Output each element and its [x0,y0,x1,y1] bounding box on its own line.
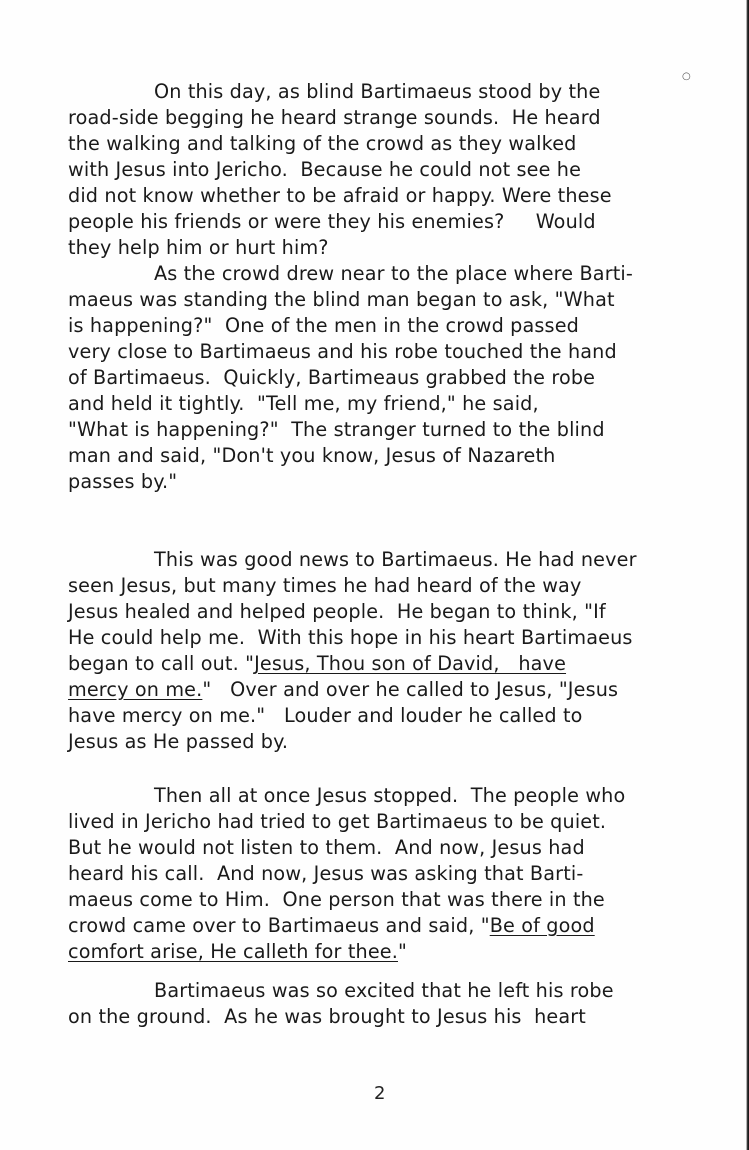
text-line: This was good news to Bartimaeus. He had never [154,548,637,571]
text-segment: " Over and over he called to Jesus, "Jesus [202,678,619,701]
text-line: But he would not listen to them. And now, Jesus had [68,836,585,859]
text-line: On this day, as blind Bartimaeus stood by the [154,80,601,103]
text-line: is happening?" One of the men in the crowd passed [68,314,579,337]
text-line: As the crowd drew near to the place where Barti- [154,262,633,285]
text-line [68,651,708,677]
text-line: on the ground. As he was brought to Jesus his heart [68,1005,586,1028]
text-line: did not know whether to be afraid or happy. Were these [68,184,612,207]
text-line [68,913,708,939]
text-line: heard his call. And now, Jesus was asking that Barti- [68,862,584,885]
text-line: Jesus healed and helped people. He began to think, "If [68,600,606,623]
text-line: Jesus as He passed by. [68,730,289,753]
text-line [68,939,708,965]
corner-mark: ○ [682,71,691,82]
text-line: of Bartimaeus. Quickly, Bartimeaus grabbed the robe [68,366,596,389]
paragraph-5 [68,978,708,1030]
underlined-quote: Be of good [489,914,595,937]
text-line: lived in Jericho had tried to get Bartimaeus to be quiet. [68,810,607,833]
text-line: maeus was standing the blind man began to ask, "What [68,288,615,311]
page-number: 2 [374,1083,386,1104]
text-line: "What is happening?" The stranger turned to the blind [68,418,605,441]
text-line: passes by." [68,470,178,493]
underlined-quote: comfort arise, He calleth for thee. [68,940,398,963]
text-line: with Jesus into Jericho. Because he could not see he [68,158,582,181]
text-line: Bartimaeus was so excited that he left his robe [154,979,614,1002]
text-line: the walking and talking of the crowd as they walked [68,132,577,155]
text-segment: crowd came over to Bartimaeus and said, " [68,914,490,937]
text-line: man and said, "Don't you know, Jesus of Nazareth [68,444,556,467]
text-line: seen Jesus, but many times he had heard of the way [68,574,582,597]
text-line: Then all at once Jesus stopped. The people who [154,784,626,807]
text-line: have mercy on me." Louder and louder he called to [68,704,583,727]
text-line: road-side begging he heard strange sounds. He heard [68,106,601,129]
text-line: maeus come to Him. One person that was there in the [68,888,605,911]
text-line: and held it tightly. "Tell me, my friend," he said, [68,392,539,415]
text-line [68,677,708,703]
underlined-quote: mercy on me. [68,678,203,701]
underlined-quote: Jesus, Thou son of David, have [254,652,567,675]
text-segment: " [397,940,407,963]
text-segment: began to call out. " [68,652,255,675]
text-line: they help him or hurt him? [68,236,329,259]
paragraph-1 [68,79,708,261]
text-line: people his friends or were they his enemies? Would [68,210,596,233]
text-line: very close to Bartimaeus and his robe touched the hand [68,340,617,363]
paragraph-3 [68,547,708,755]
paragraph-4 [68,783,708,965]
text-line: He could help me. With this hope in his heart Bartimaeus [68,626,633,649]
paragraph-2 [68,261,708,495]
